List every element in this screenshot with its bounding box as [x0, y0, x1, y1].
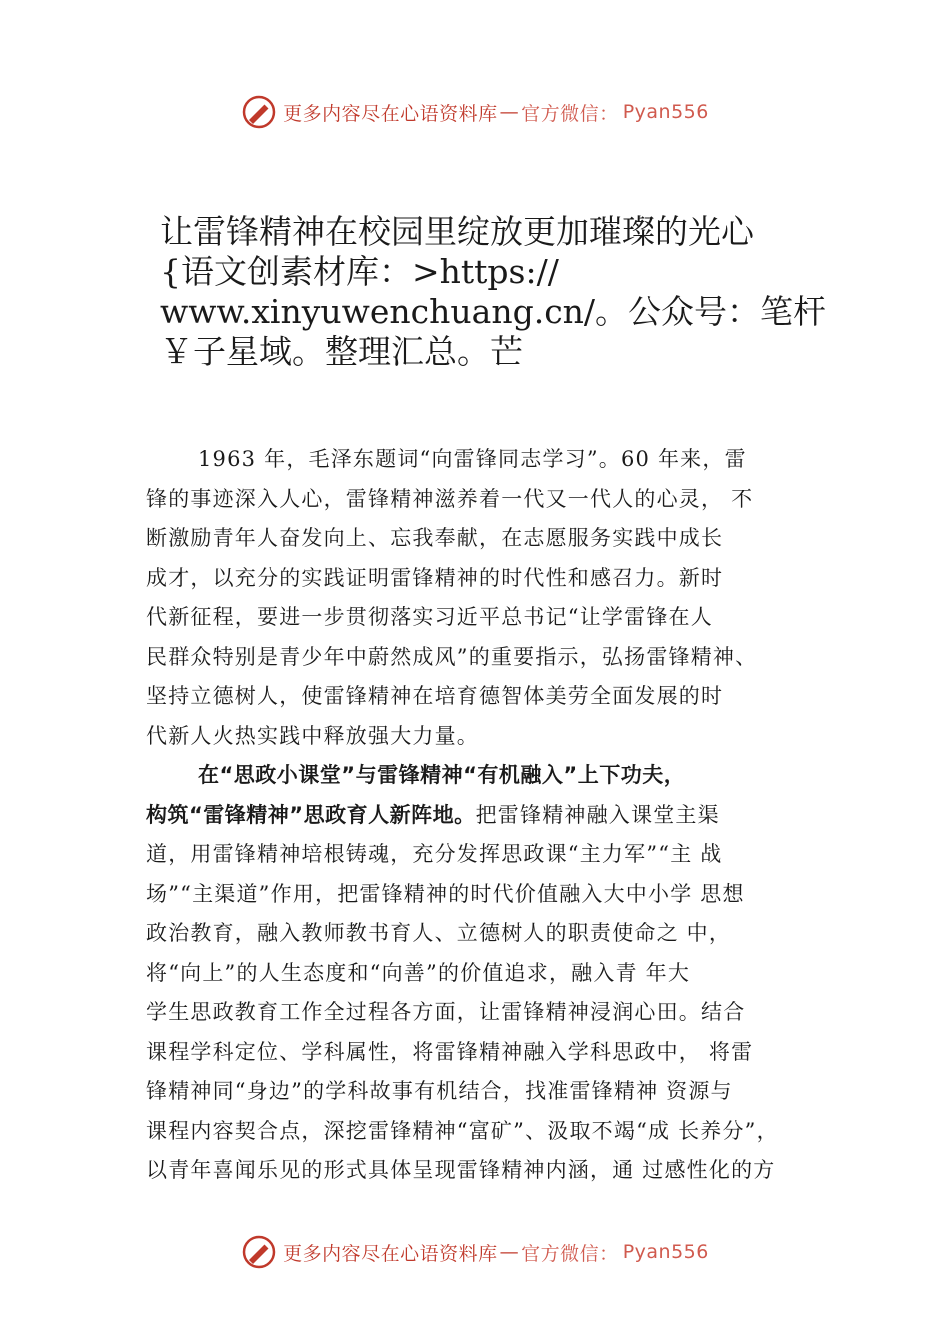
title-line: ￥子星域。整理汇总。芒 — [160, 332, 523, 371]
paragraph-line: 断激励青年人奋发向上、忘我奉献，在志愿服务实践中成长 — [146, 526, 724, 550]
paragraph-line: 代新人火热实践中释放强大力量。 — [146, 723, 479, 748]
paragraph-line: 课程内容契合点，深挖雷锋精神“富矿”、汲取不竭“成 长养分”， — [146, 1118, 779, 1143]
banner-separator: — — [499, 1241, 520, 1263]
paragraph-line: 政治教育，融入教师教书育人、立德树人的职责使命之 中， — [146, 921, 732, 945]
footer-banner — [0, 1232, 950, 1272]
paragraph-line: 成才，以充分的实践证明雷锋精神的时代性和感召力。新时 — [146, 565, 724, 590]
banner-main-text: 更多内容尽在心语资料库 — [283, 1242, 498, 1265]
paragraph-line: 场”“主渠道”作用，把雷锋精神的时代价值融入大中小学 思想 — [146, 881, 745, 906]
document-title — [160, 212, 827, 372]
paragraph-line: 课程学科定位、学科属性，将雷锋精神融入学科思政中， 将雷 — [146, 1039, 754, 1064]
banner-wechat-id: Pyan556 — [622, 101, 709, 123]
document-body — [146, 440, 846, 1191]
pen-logo-icon — [241, 94, 277, 130]
paragraph-line: 1963 年，毛泽东题词“向雷锋同志学习”。60 年来，雷 — [198, 447, 747, 471]
paragraph-line: 以青年喜闻乐见的形式具体呈现雷锋精神内涵，通 过感性化的方 — [146, 1158, 776, 1182]
title-line: www.xinyuwenchuang.cn/。公众号：笔杆 — [160, 292, 827, 331]
paragraph-line: 民群众特别是青少年中蔚然成风”的重要指示，弘扬雷锋精神、 — [146, 644, 758, 669]
banner-wechat-label: 官方微信： — [521, 1242, 619, 1265]
paragraph-line: 将“向上”的人生态度和“向善”的价值追求，融入青 年大 — [146, 960, 691, 985]
banner-separator: — — [499, 101, 520, 123]
banner-wechat-label: 官方微信： — [521, 102, 619, 125]
banner-main-text: 更多内容尽在心语资料库 — [283, 102, 498, 125]
paragraph-line: 学生思政教育工作全过程各方面，让雷锋精神浸润心田。结合 — [146, 1000, 746, 1024]
paragraph-line: 锋的事迹深入人心，雷锋精神滋养着一代又一代人的心灵， 不 — [146, 486, 754, 511]
paragraph-line — [146, 756, 846, 796]
bold-heading: 在“思政小课堂”与雷锋精神“有机融入”上下功夫， — [198, 763, 686, 787]
banner-wechat-id: Pyan556 — [622, 1241, 709, 1263]
title-line: 让雷锋精神在校园里绽放更加璀璨的光心 — [160, 212, 754, 251]
pen-logo-icon — [241, 1234, 277, 1270]
header-banner — [0, 92, 950, 132]
title-line: {语文创素材库：>https:// — [160, 252, 559, 291]
paragraph-line: 道，用雷锋精神培根铸魂，充分发挥思政课“主力军”“主 战 — [146, 842, 723, 866]
paragraph-line — [146, 796, 846, 836]
bold-heading: 构筑“雷锋精神”思政育人新阵地。 — [146, 802, 476, 827]
paragraph-line: 代新征程，要进一步贯彻落实习近平总书记“让学雷锋在人 — [146, 605, 713, 629]
paragraph-text: 把雷锋精神融入课堂主渠 — [475, 802, 720, 827]
paragraph-line: 锋精神同“身边”的学科故事有机结合，找准雷锋精神 资源与 — [146, 1079, 733, 1103]
paragraph-line: 坚持立德树人，使雷锋精神在培育德智体美劳全面发展的时 — [146, 684, 724, 708]
